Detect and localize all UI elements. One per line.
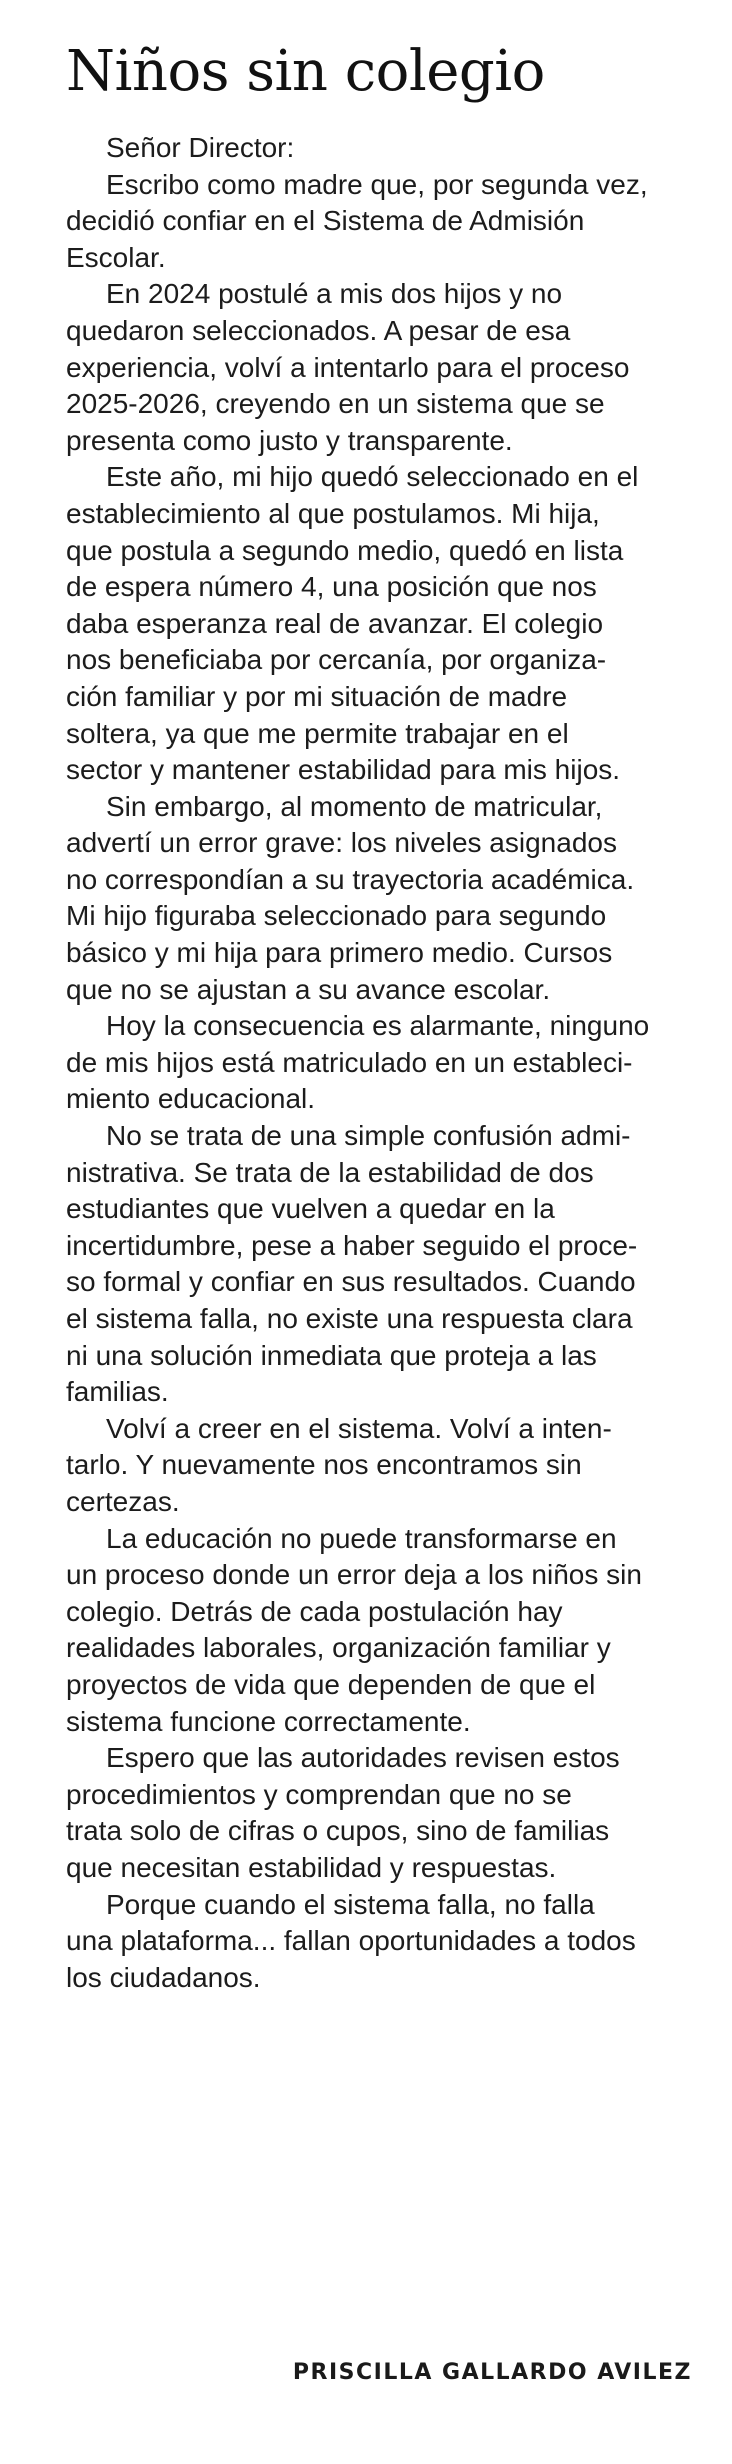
body-line: No se trata de una simple confusión admi-: [106, 1120, 631, 1152]
body-line: colegio. Detrás de cada postulación hay: [66, 1595, 563, 1627]
body-line: que postula a segundo medio, quedó en lista: [66, 534, 624, 566]
body-line: tarlo. Y nuevamente nos encontramos sin: [66, 1449, 582, 1481]
body-line: proyectos de vida que dependen de que el: [66, 1668, 596, 1700]
body-line: Escribo como madre que, por segunda vez,: [106, 168, 648, 200]
body-line: Mi hijo figuraba seleccionado para segundo: [66, 900, 607, 932]
body-line: quedaron seleccionados. A pesar de esa: [66, 314, 571, 346]
body-line: Porque cuando el sistema falla, no falla: [106, 1888, 595, 1920]
body-line: trata solo de cifras o cupos, sino de familias: [66, 1815, 610, 1847]
body-line: no correspondían a su trayectoria académica.: [66, 863, 635, 895]
body-line: Escolar.: [66, 241, 166, 273]
body-line: establecimiento al que postulamos. Mi hija,: [66, 497, 600, 529]
body-line: que no se ajustan a su avance escolar.: [66, 973, 551, 1005]
body-line: experiencia, volví a intentarlo para el proceso: [66, 351, 630, 383]
headline: Niños sin colegio: [66, 39, 545, 104]
body-line: En 2024 postulé a mis dos hijos y no: [106, 278, 563, 310]
body-line: ción familiar y por mi situación de madre: [66, 680, 568, 712]
body-line: procedimientos y comprendan que no se: [66, 1778, 572, 1810]
body-line: realidades laborales, organización familiar y: [66, 1632, 611, 1664]
body-line: Este año, mi hijo quedó seleccionado en el: [106, 461, 639, 493]
body-line: presenta como justo y transparente.: [66, 424, 513, 456]
body-line: sector y mantener estabilidad para mis hijos.: [66, 754, 621, 786]
body-line: familias.: [66, 1376, 169, 1408]
body-line: Hoy la consecuencia es alarmante, ninguno: [106, 1010, 650, 1042]
body-line: certezas.: [66, 1485, 180, 1517]
body-line: miento educacional.: [66, 1083, 316, 1115]
body-line: incertidumbre, pese a haber seguido el proce-: [66, 1229, 638, 1261]
body-line: nistrativa. Se trata de la estabilidad de dos: [66, 1156, 594, 1188]
body-line: Sin embargo, al momento de matricular,: [106, 790, 603, 822]
body-line: Señor Director:: [106, 132, 295, 163]
body-line: una plataforma... fallan oportunidades a todos: [66, 1925, 636, 1957]
body-line: que necesitan estabilidad y respuestas.: [66, 1851, 557, 1883]
body-line: de espera número 4, una posición que nos: [66, 571, 597, 603]
body-line: de mis hijos está matriculado en un estableci-: [66, 1046, 633, 1078]
body-line: so formal y confiar en sus resultados. Cuando: [66, 1266, 636, 1298]
body-line: daba esperanza real de avanzar. El colegio: [66, 607, 604, 639]
body-line: Espero que las autoridades revisen estos: [106, 1742, 620, 1774]
body-line: La educación no puede transformarse en: [106, 1522, 617, 1554]
letter-body: [66, 130, 696, 1996]
body-line: estudiantes que vuelven a quedar en la: [66, 1193, 555, 1225]
body-line: 2025-2026, creyendo en un sistema que se: [66, 388, 605, 420]
body-line: advertí un error grave: los niveles asignados: [66, 827, 617, 859]
body-line: básico y mi hija para primero medio. Cursos: [66, 937, 613, 969]
body-line: Volví a creer en el sistema. Volví a inten-: [106, 1412, 612, 1444]
body-line: decidió confiar en el Sistema de Admisión: [66, 205, 585, 237]
body-line: los ciudadanos.: [66, 1961, 261, 1993]
body-line: sistema funcione correctamente.: [66, 1705, 471, 1737]
body-line: un proceso donde un error deja a los niños sin: [66, 1559, 642, 1591]
body-line: el sistema falla, no existe una respuesta clara: [66, 1303, 633, 1334]
body-line: ni una solución inmediata que proteja a las: [66, 1339, 597, 1371]
body-line: nos beneficiaba por cercanía, por organiza-: [66, 644, 607, 676]
body-line: soltera, ya que me permite trabajar en el: [66, 717, 569, 749]
author-signature: PRISCILLA GALLARDO AVILEZ: [292, 2360, 692, 2385]
